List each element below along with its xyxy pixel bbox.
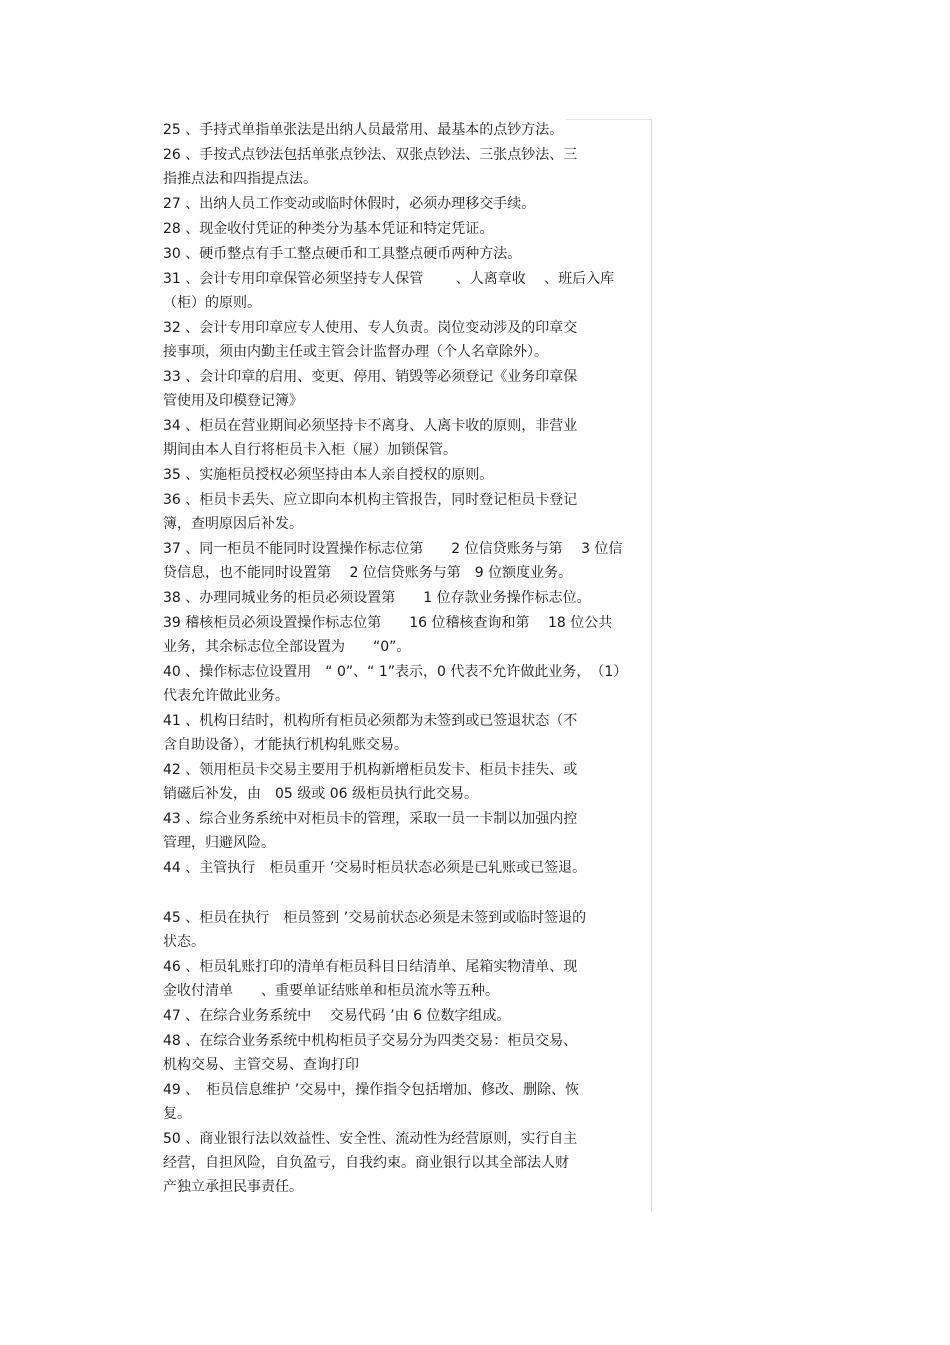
item-line: 39 稽核柜员必须设置操作标志位第 16 位稽核查询和第 18 位公共 xyxy=(163,615,613,631)
list-item xyxy=(163,488,655,536)
item-line: 48 、在综合业务系统中机构柜员子交易分为四类交易：柜员交易、 xyxy=(163,1033,578,1049)
item-line: 经营，自担风险，自负盈亏，自我约束。商业银行以其全部法人财 xyxy=(163,1155,569,1171)
item-line: 36 、柜员卡丢失、应立即向本机构主管报告，同时登记柜员卡登记 xyxy=(163,492,578,508)
item-line: 31 、会计专用印章保管必须坚持专人保管 、人离章收 、班后入库 xyxy=(163,271,615,287)
item-line: 簿，查明原因后补发。 xyxy=(163,516,303,532)
item-line: 27 、出纳人员工作变动或临时休假时，必须办理移交手续。 xyxy=(163,196,536,212)
paragraph-gap xyxy=(163,881,655,906)
item-line: （柜）的原则。 xyxy=(163,295,261,311)
list-item xyxy=(163,1078,655,1126)
item-line: 业务，其余标志位全部设置为 “0”。 xyxy=(163,639,411,655)
item-line: 40 、操作标志位设置用 “ 0”、“ 1”表示，0 代表不允许做此业务， （1） xyxy=(163,664,628,680)
item-line: 35 、实施柜员授权必须坚持由本人亲自授权的原则。 xyxy=(163,467,494,483)
list-item xyxy=(163,143,655,191)
item-line: 43 、综合业务系统中对柜员卡的管理，采取一员一卡制以加强内控 xyxy=(163,811,578,827)
list-item xyxy=(163,1127,655,1199)
list-item xyxy=(163,1004,655,1028)
list-item xyxy=(163,365,655,413)
item-line: 25 、手持式单指单张法是出纳人员最常用、最基本的点钞方法。 xyxy=(163,122,564,138)
list-item xyxy=(163,267,655,315)
list-item xyxy=(163,906,655,954)
item-line: 46 、柜员轧账打印的清单有柜员科目日结清单、尾箱实物清单、现 xyxy=(163,959,578,975)
item-line: 33 、会计印章的启用、变更、停用、销毁等必须登记《业务印章保 xyxy=(163,369,578,385)
list-item xyxy=(163,709,655,757)
list-item xyxy=(163,316,655,364)
item-line: 接事项，须由内勤主任或主管会计监督办理（个人名章除外）。 xyxy=(163,344,548,360)
item-line: 50 、商业银行法以效益性、安全性、流动性为经营原则，实行自主 xyxy=(163,1131,578,1147)
list-item xyxy=(163,537,655,585)
item-line: 34 、柜员在营业期间必须坚持卡不离身、人离卡收的原则，非营业 xyxy=(163,418,578,434)
item-line: 代表允许做此业务。 xyxy=(163,688,289,704)
item-line: 38 、办理同城业务的柜员必须设置第 1 位存款业务操作标志位。 xyxy=(163,590,591,606)
list-item xyxy=(163,192,655,216)
item-line: 管理，归避风险。 xyxy=(163,835,275,851)
item-line: 期间由本人自行将柜员卡入柜（屉）加锁保管。 xyxy=(163,442,457,458)
item-line: 机构交易、主管交易、查询打印 xyxy=(163,1057,359,1073)
item-line: 44 、主管执行 柜员重开 ’交易时柜员状态必须是已轧账或已签退。 xyxy=(163,860,587,876)
item-line: 复。 xyxy=(163,1106,191,1122)
item-line: 32 、会计专用印章应专人使用、专人负责。岗位变动涉及的印章交 xyxy=(163,320,578,336)
item-line: 49 、 柜员信息维护 ’交易中，操作指令包括增加、修改、删除、恢 xyxy=(163,1082,580,1098)
list-item xyxy=(163,463,655,487)
document-content xyxy=(163,118,655,1200)
item-line: 金收付清单 、重要单证结账单和柜员流水等五种。 xyxy=(163,983,499,999)
item-line: 管使用及印模登记簿》 xyxy=(163,393,303,409)
list-item xyxy=(163,1029,655,1077)
item-line: 26 、手按式点钞法包括单张点钞法、双张点钞法、三张点钞法、三 xyxy=(163,147,578,163)
list-item xyxy=(163,856,655,880)
list-item xyxy=(163,611,655,659)
item-line: 含自助设备），才能执行机构轧账交易。 xyxy=(163,737,408,753)
list-item xyxy=(163,660,655,708)
item-line: 销磁后补发，由 05 级或 06 级柜员执行此交易。 xyxy=(163,786,478,802)
list-item xyxy=(163,955,655,1003)
list-item xyxy=(163,242,655,266)
list-item xyxy=(163,807,655,855)
item-line: 状态。 xyxy=(163,934,205,950)
item-line: 指推点法和四指提点法。 xyxy=(163,171,317,187)
item-line: 30 、硬币整点有手工整点硬币和工具整点硬币两种方法。 xyxy=(163,246,522,262)
item-line: 45 、柜员在执行 柜员签到 ’交易前状态必须是未签到或临时签退的 xyxy=(163,910,587,926)
item-line: 41 、机构日结时，机构所有柜员必须都为未签到或已签退状态（不 xyxy=(163,713,578,729)
item-line: 28 、现金收付凭证的种类分为基本凭证和特定凭证。 xyxy=(163,221,494,237)
item-line: 47 、在综合业务系统中 交易代码 ’由 6 位数字组成。 xyxy=(163,1008,511,1024)
list-item xyxy=(163,758,655,806)
item-line: 37 、同一柜员不能同时设置操作标志位第 2 位信贷账务与第 3 位信 xyxy=(163,541,623,557)
list-item xyxy=(163,118,655,142)
list-item xyxy=(163,586,655,610)
item-line: 产独立承担民事责任。 xyxy=(163,1179,303,1195)
list-item xyxy=(163,217,655,241)
list-item xyxy=(163,414,655,462)
item-line: 贷信息，也不能同时设置第 2 位信贷账务与第 9 位额度业务。 xyxy=(163,565,573,581)
item-line: 42 、领用柜员卡交易主要用于机构新增柜员发卡、柜员卡挂失、或 xyxy=(163,762,578,778)
